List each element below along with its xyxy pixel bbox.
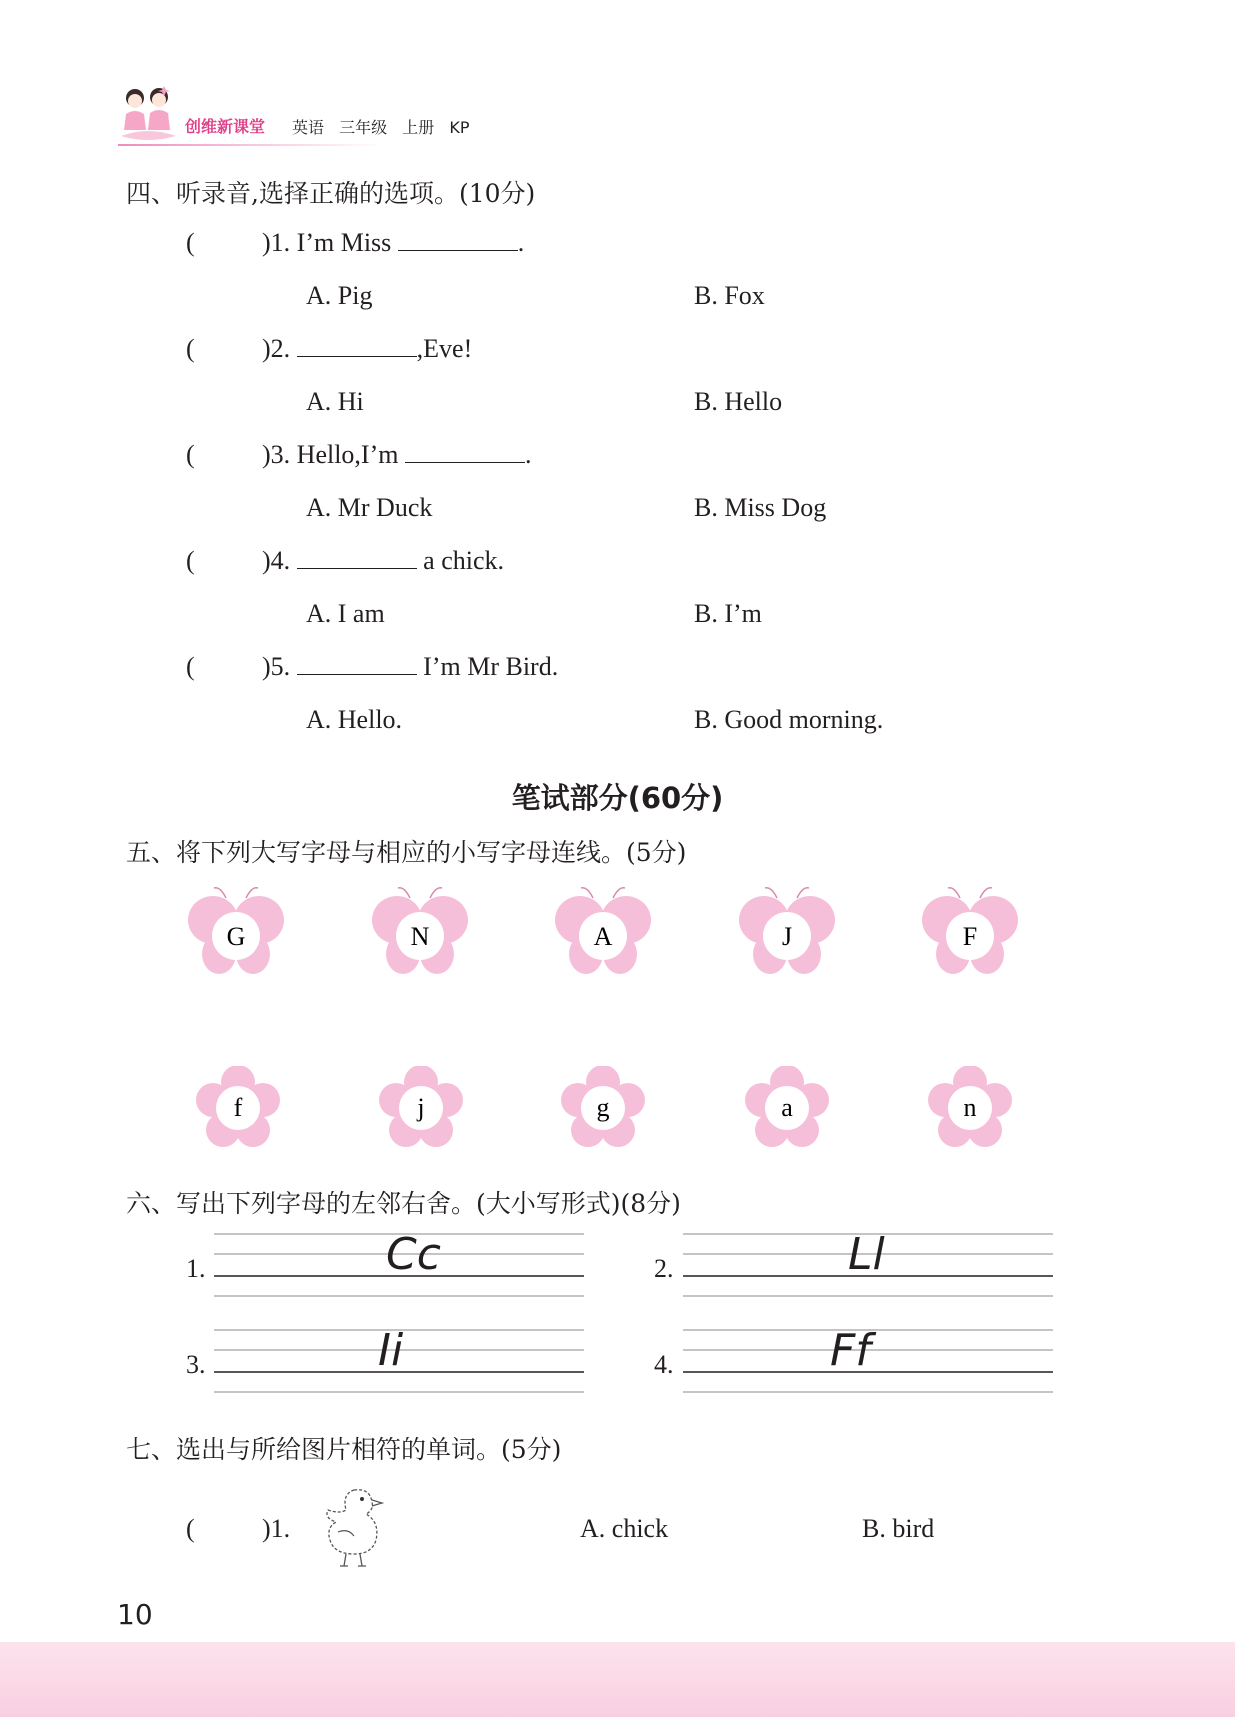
grade-label: 三年级	[339, 118, 388, 137]
option-a: A. Mr Duck	[306, 493, 433, 522]
question-number: )1.	[262, 228, 291, 257]
book-info	[292, 115, 479, 138]
uppercase-letter: N	[410, 922, 430, 951]
lowercase-flower[interactable]	[196, 1066, 280, 1154]
option-a: A. chick	[580, 1514, 669, 1543]
question-1	[262, 228, 524, 258]
question-text: I’m Mr Bird.	[416, 652, 559, 681]
lowercase-flower[interactable]	[928, 1066, 1012, 1154]
section-4-title: 四、听录音,选择正确的选项。(10分)	[126, 179, 536, 208]
option-a: A. Hi	[306, 387, 364, 416]
option-b: B. bird	[862, 1514, 935, 1543]
answer-blank[interactable]	[405, 440, 525, 463]
answer-paren[interactable]: (	[186, 1514, 195, 1543]
question-number: )2.	[262, 334, 291, 363]
lowercase-letter: a	[781, 1093, 793, 1122]
butterfly-icon	[553, 884, 653, 980]
question-number: )3.	[262, 440, 291, 469]
answer-blank[interactable]	[297, 334, 417, 357]
section-7-title: 七、选出与所给图片相符的单词。(5分)	[126, 1435, 562, 1464]
edition-label: KP	[449, 118, 470, 137]
question-text: Hello,I’m	[296, 440, 405, 469]
item-number: 1.	[186, 1254, 206, 1283]
option-b: B. Fox	[694, 281, 765, 310]
lowercase-letter: g	[596, 1093, 610, 1122]
brand-name: 创维新课堂	[185, 117, 266, 136]
lowercase-flower[interactable]	[745, 1066, 829, 1154]
question-4	[262, 546, 504, 576]
kids-logo-icon	[118, 84, 180, 152]
item-number: 4.	[654, 1350, 674, 1379]
question-text: .	[524, 440, 532, 469]
header-divider	[118, 144, 383, 146]
answer-blank[interactable]	[297, 546, 417, 569]
uppercase-letter: J	[781, 922, 793, 951]
answer-paren[interactable]: (	[186, 652, 195, 681]
option-a: A. Hello.	[306, 705, 403, 734]
question-2	[262, 334, 472, 364]
option-b: B. I’m	[694, 599, 762, 628]
uppercase-letter: A	[593, 922, 613, 951]
uppercase-butterfly[interactable]	[737, 884, 837, 984]
answer-blank[interactable]	[398, 228, 518, 251]
lowercase-letter: n	[963, 1093, 977, 1122]
question-text: I’m Miss	[296, 228, 398, 257]
flower-icon	[745, 1066, 829, 1150]
butterfly-icon	[737, 884, 837, 980]
question-text: .	[517, 228, 525, 257]
answer-paren[interactable]: (	[186, 546, 195, 575]
butterfly-icon	[370, 884, 470, 980]
page-number: 10	[117, 1598, 153, 1631]
written-part-heading: 笔试部分(60分)	[511, 781, 724, 815]
question-number: )4.	[262, 546, 291, 575]
uppercase-butterfly[interactable]	[186, 884, 286, 984]
lowercase-letter: f	[233, 1093, 243, 1122]
uppercase-butterfly[interactable]	[553, 884, 653, 984]
option-a: A. I am	[306, 599, 385, 628]
lowercase-flower[interactable]	[379, 1066, 463, 1154]
option-b: B. Hello	[694, 387, 783, 416]
handwritten-letters: Ff	[830, 1325, 871, 1376]
option-b: B. Miss Dog	[694, 493, 827, 522]
section-6-title: 六、写出下列字母的左邻右舍。(大小写形式)(8分)	[126, 1189, 681, 1218]
butterfly-icon	[920, 884, 1020, 980]
question-text: a chick.	[416, 546, 505, 575]
answer-paren[interactable]: (	[186, 228, 195, 257]
footer-band	[0, 1642, 1235, 1717]
chick-picture-icon	[318, 1484, 388, 1574]
uppercase-butterfly[interactable]	[370, 884, 470, 984]
lowercase-flower[interactable]	[561, 1066, 645, 1154]
question-number: )5.	[262, 652, 291, 681]
item-number: 3.	[186, 1350, 206, 1379]
section-5-title: 五、将下列大写字母与相应的小写字母连线。(5分)	[126, 838, 687, 867]
handwritten-letters: Ll	[848, 1229, 885, 1280]
flower-icon	[928, 1066, 1012, 1150]
flower-icon	[379, 1066, 463, 1150]
handwritten-letters: Cc	[386, 1229, 441, 1280]
answer-paren[interactable]: (	[186, 334, 195, 363]
uppercase-butterfly[interactable]	[920, 884, 1020, 984]
question-text: ,Eve!	[416, 334, 473, 363]
question-number: )1.	[262, 1514, 291, 1543]
answer-paren[interactable]: (	[186, 440, 195, 469]
flower-icon	[196, 1066, 280, 1150]
uppercase-letter: G	[226, 922, 246, 951]
butterfly-icon	[186, 884, 286, 980]
flower-icon	[561, 1066, 645, 1150]
option-b: B. Good morning.	[694, 705, 884, 734]
question-3	[262, 440, 531, 470]
item-number: 2.	[654, 1254, 674, 1283]
answer-blank[interactable]	[297, 652, 417, 675]
subject-label: 英语	[292, 118, 325, 137]
option-a: A. Pig	[306, 281, 373, 310]
volume-label: 上册	[402, 118, 435, 137]
handwritten-letters: Ii	[378, 1325, 404, 1376]
question-5	[262, 652, 558, 682]
uppercase-letter: F	[962, 922, 978, 951]
lowercase-letter: j	[417, 1093, 425, 1122]
